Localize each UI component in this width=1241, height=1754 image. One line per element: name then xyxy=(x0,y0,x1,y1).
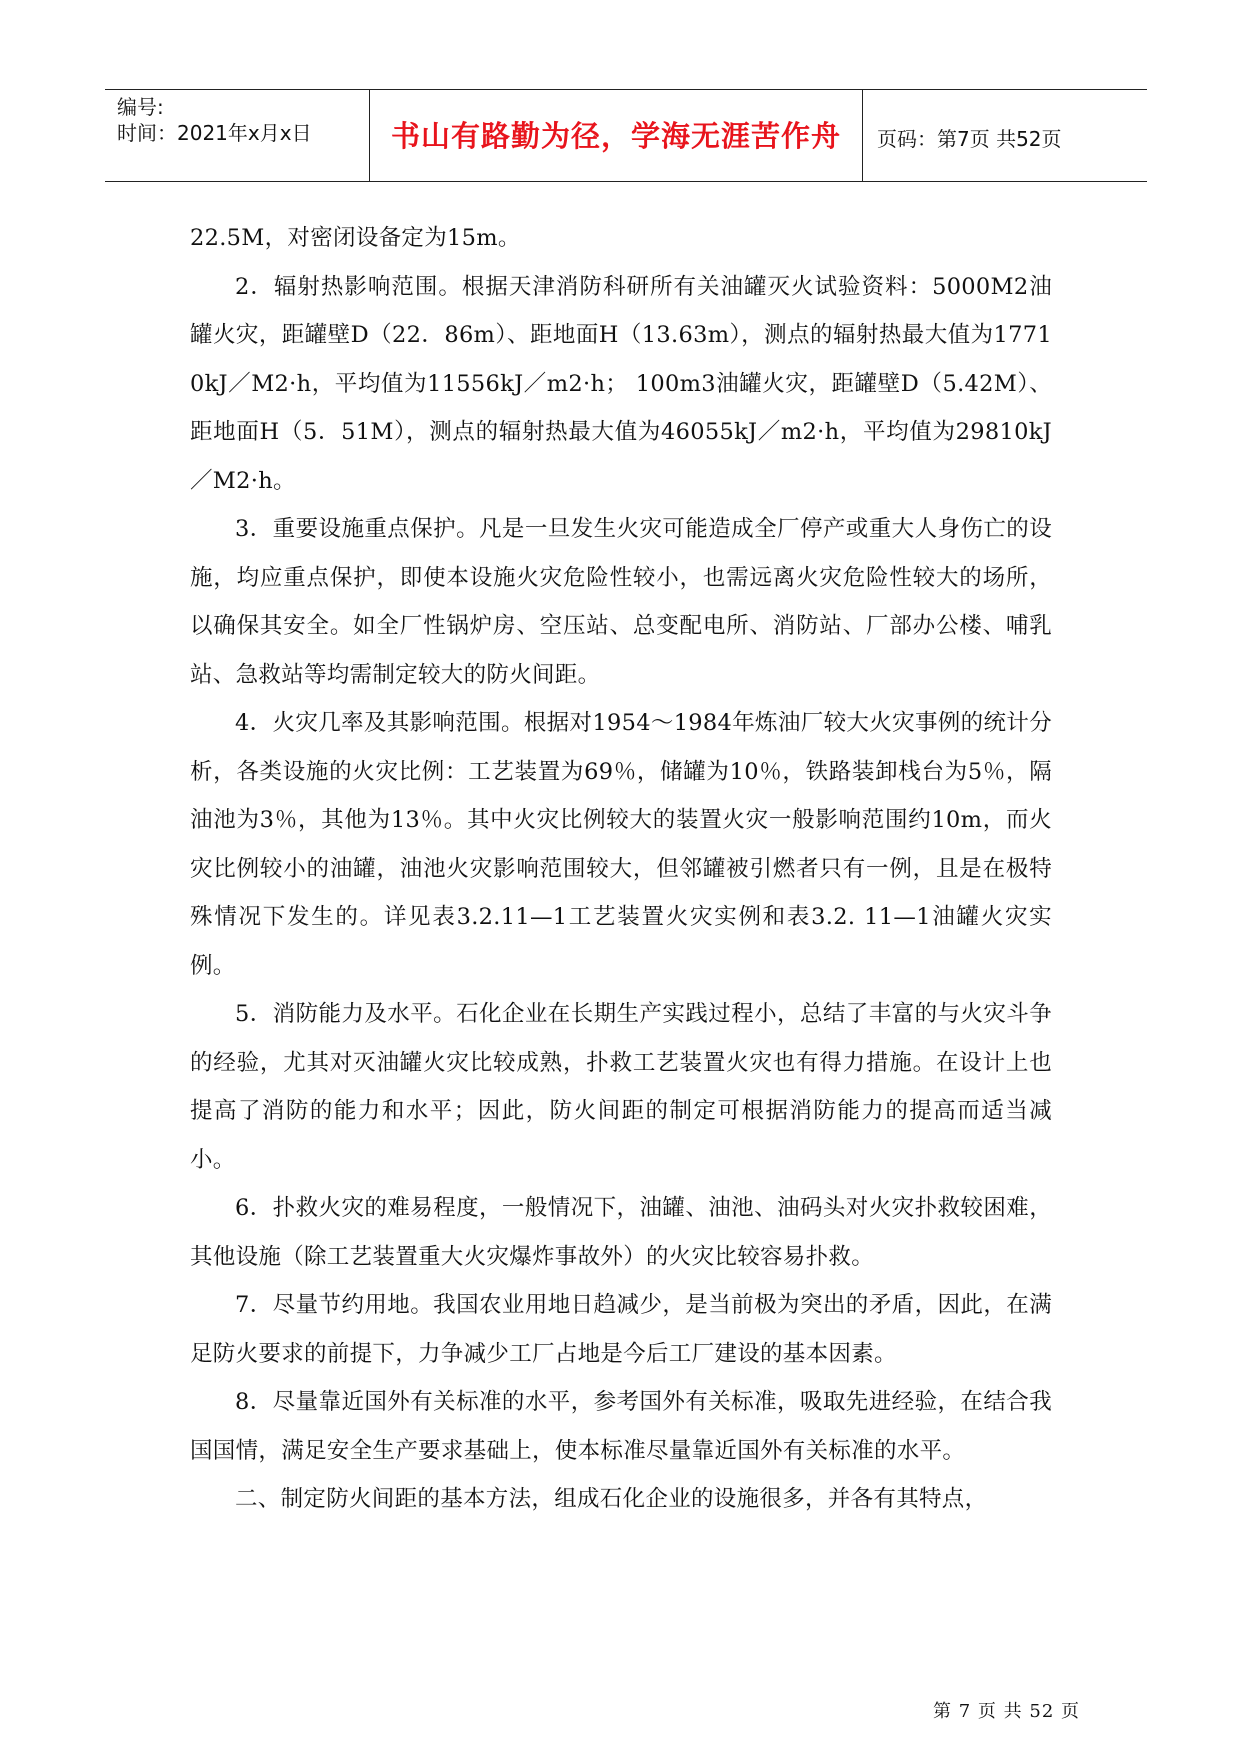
doc-number-label: 编号: xyxy=(117,95,164,119)
paragraph-item-3: 3．重要设施重点保护。凡是一旦发生火灾可能造成全厂停产或重大人身伤亡的设施，均应重点保护，即使本设施火灾危险性较小，也需远离火灾危险性较大的场所，以确保其安全。如全厂性锅炉房、空压站、总变配电所、消防站、厂部办公楼、哺乳站、急救站等均需制定较大的防火间距。 xyxy=(190,516,1052,688)
paragraph-section-2: 二、制定防火间距的基本方法，组成石化企业的设施很多，并各有其特点， xyxy=(235,1486,988,1512)
document-body xyxy=(190,214,1052,1524)
paragraph-item-4: 4．火灾几率及其影响范围。根据对1954～1984年炼油厂较大火灾事例的统计分析，各类设施的火灾比例：工艺装置为69％，储罐为10％，铁路装卸栈台为5％，隔油池为3％，其他为13％。其中火灾比例较大的装置火灾一般影响范围约10m，而火灾比例较小的油罐，油池火灾影响范围较大，但邻罐被引燃者只有一例，且是在极特殊情况下发生的。详见表3.2.11—1工艺装置火灾实例和表3.2. 11—1油罐火灾实例。 xyxy=(190,710,1052,979)
header-page-label: 页码：第7页 共52页 xyxy=(877,127,1062,151)
paragraph-item-5: 5．消防能力及水平。石化企业在长期生产实践过程小，总结了丰富的与火灾斗争的经验，尤其对灭油罐火灾比较成熟，扑救工艺装置火灾也有得力措施。在设计上也提高了消防的能力和水平；因此，防火间距的制定可根据消防能力的提高而适当减小。 xyxy=(190,1001,1052,1173)
page-footer: 第 7 页 共 52 页 xyxy=(933,1701,1080,1722)
time-label: 时间：2021年x月x日 xyxy=(117,121,312,145)
header-motto: 书山有路勤为径，学海无涯苦作舟 xyxy=(390,119,841,153)
header-divider-left xyxy=(369,90,370,181)
paragraph-continuation: 22.5M，对密闭设备定为15m。 xyxy=(190,225,521,251)
paragraph-item-2: 2．辐射热影响范围。根据天津消防科研所有关油罐灭火试验资料：5000M2油罐火灾，距罐壁D（22．86m）、距地面H（13.63m），测点的辐射热最大值为17710kJ／M2·h，平均值为11556kJ／m2·h； 100m3油罐火灾，距罐壁D（5.42M）、距地面H（5．51M），测点的辐射热最大值为46055kJ／m2·h，平均值为29810kJ／M2·h。 xyxy=(190,273,1052,494)
header-divider-right xyxy=(862,90,863,181)
header-meta xyxy=(117,94,367,146)
paragraph-item-8: 8．尽量靠近国外有关标准的水平，参考国外有关标准，吸取先进经验，在结合我国国情，满足安全生产要求基础上，使本标准尽量靠近国外有关标准的水平。 xyxy=(190,1389,1052,1464)
paragraph-item-7: 7．尽量节约用地。我国农业用地日趋减少，是当前极为突出的矛盾，因此，在满足防火要求的前提下，力争减少工厂占地是今后工厂建设的基本因素。 xyxy=(190,1292,1052,1367)
paragraph-item-6: 6．扑救火灾的难易程度，一般情况下，油罐、油池、油码头对火灾扑救较困难，其他设施（除工艺装置重大火灾爆炸事故外）的火灾比较容易扑救。 xyxy=(190,1195,1052,1270)
page-header xyxy=(105,89,1147,182)
